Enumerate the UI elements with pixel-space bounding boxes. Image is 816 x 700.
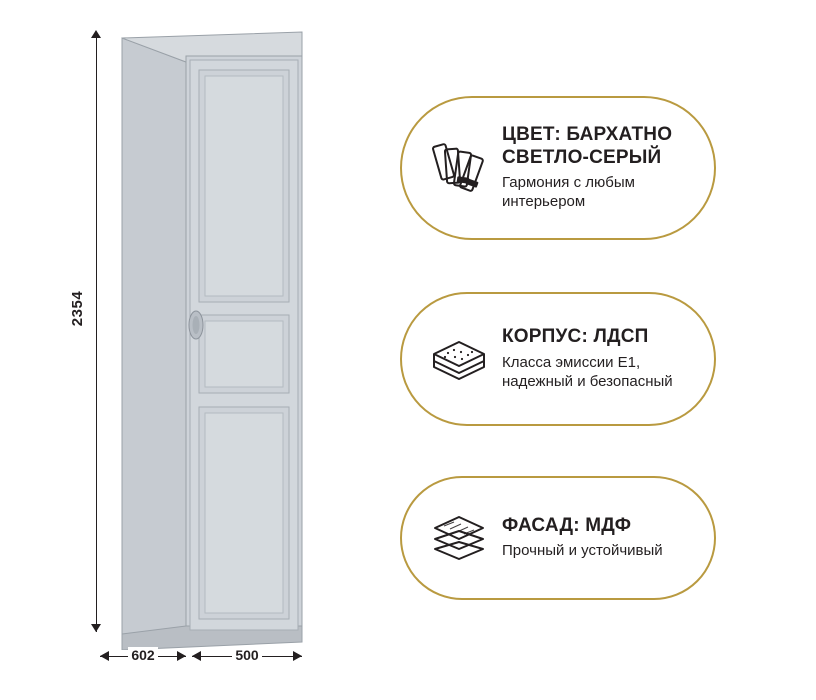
- color-swatch-fan-icon: [420, 129, 498, 207]
- feature-subtitle: Класса эмиссии Е1, надежный и безопасный: [502, 353, 673, 391]
- feature-card-facade: [400, 476, 716, 600]
- depth-dimension-label: 602: [128, 647, 157, 663]
- cabinet-svg: [120, 30, 330, 650]
- width-dimension: [192, 645, 302, 667]
- product-illustration: [0, 0, 390, 700]
- feature-title: ЦВЕТ: БАРХАТНО СВЕТЛО-СЕРЫЙ: [502, 124, 673, 168]
- feature-card-color-text: [498, 124, 696, 212]
- feature-card-body-text: [498, 326, 696, 391]
- chipboard-panel-icon: [420, 320, 498, 398]
- feature-title: ФАСАД: МДФ: [502, 515, 632, 537]
- feature-cards: [396, 0, 816, 700]
- width-dimension-label: 500: [232, 647, 261, 663]
- feature-card-body: [400, 292, 716, 426]
- feature-card-facade-text: [498, 515, 696, 561]
- height-dimension-label: 2354: [69, 290, 87, 327]
- mdf-layers-icon: [420, 499, 498, 577]
- height-arrow-bottom: [91, 624, 101, 632]
- feature-subtitle: Гармония с любым интерьером: [502, 173, 635, 211]
- height-dimension-line: [96, 36, 97, 632]
- cabinet-drawing: [120, 30, 330, 655]
- feature-title: КОРПУС: ЛДСП: [502, 326, 649, 348]
- feature-subtitle: Прочный и устойчивый: [502, 542, 663, 560]
- depth-dimension: [100, 645, 186, 667]
- feature-card-color: [400, 96, 716, 240]
